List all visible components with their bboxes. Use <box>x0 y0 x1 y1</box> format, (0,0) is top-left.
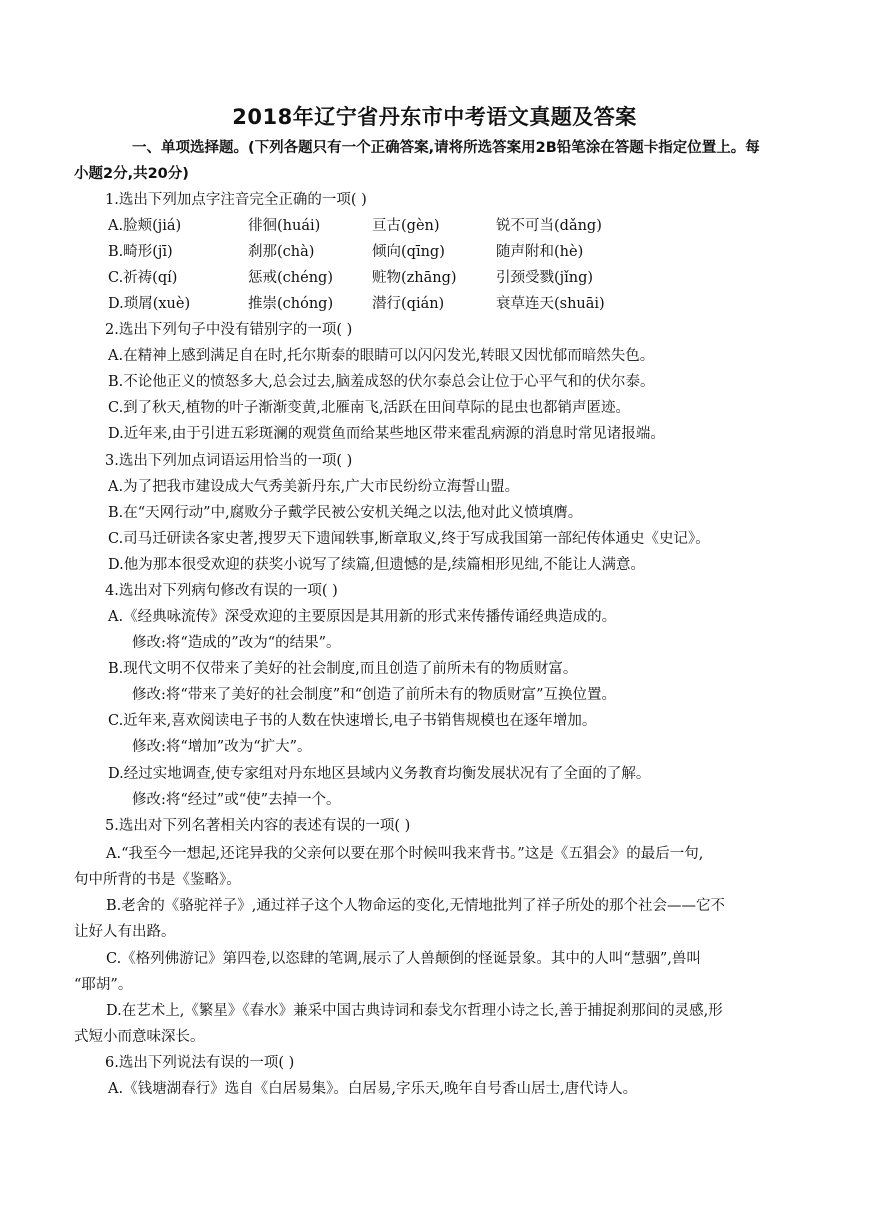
q1-b-3: 倾向(qīng) <box>372 244 445 260</box>
q2-stem: 2.选出下列句子中没有错别字的一项( ) <box>105 322 353 338</box>
q3-option-c: C.司马迁研读各家史著,搜罗天下遗闻轶事,断章取义,终于写成我国第一部纪传体通史《史记》。 <box>108 531 710 547</box>
q3-option-d: D.他为那本很受欢迎的获奖小说写了续篇,但遗憾的是,续篇相形见绌,不能让人满意。 <box>108 557 646 573</box>
q5-option-c-line2: “耶胡”。 <box>74 977 133 993</box>
q4-fix-a: 修改:将“造成的”改为“的结果”。 <box>132 635 341 651</box>
q1-stem: 1.选出下列加点字注音完全正确的一项( ) <box>105 192 367 208</box>
q1-b-1: B.畸形(jī) <box>108 244 173 260</box>
q1-c-1: C.祈祷(qí) <box>108 270 178 286</box>
q4-fix-b: 修改:将“带来了美好的社会制度”和“创造了前所未有的物质财富”互换位置。 <box>132 687 617 703</box>
page-title: 2018年辽宁省丹东市中考语文真题及答案 <box>232 105 637 129</box>
q1-c-3: 赃物(zhāng) <box>372 270 457 286</box>
q1-d-1: D.琐屑(xuè) <box>108 296 191 312</box>
q1-a-2: 徘徊(huái) <box>248 218 321 234</box>
section-heading-line1: 一、单项选择题。(下列各题只有一个正确答案,请将所选答案用2B铅笔涂在答题卡指定位置上。每 <box>132 140 760 156</box>
q3-option-a: A.为了把我市建设成大气秀美新丹东,广大市民纷纷立海誓山盟。 <box>108 479 520 495</box>
q2-option-c: C.到了秋天,植物的叶子渐渐变黄,北雁南飞,活跃在田间草际的昆虫也都销声匿迹。 <box>108 400 631 416</box>
section-heading-line2: 小题2分,共20分) <box>74 166 189 182</box>
q2-option-d: D.近年来,由于引进五彩斑澜的观赏鱼而给某些地区带来霍乱病源的消息时常见诸报端。 <box>108 426 665 442</box>
q3-stem: 3.选出下列加点词语运用恰当的一项( ) <box>105 453 353 469</box>
q1-a-3: 亘古(gèn) <box>372 218 440 234</box>
q5-option-b-line1: B.老舍的《骆驼祥子》,通过祥子这个人物命运的变化,无情地批判了祥子所处的那个社会——它不 <box>106 898 725 914</box>
q1-c-4: 引颈受戮(jǐng) <box>496 270 594 286</box>
q4-fix-d: 修改:将“经过”或“使”去掉一个。 <box>132 792 341 808</box>
q4-option-a: A.《经典咏流传》深受欢迎的主要原因是其用新的形式来传播传诵经典造成的。 <box>108 609 617 625</box>
q4-option-d: D.经过实地调查,使专家组对丹东地区县域内义务教育均衡发展状况有了全面的了解。 <box>108 766 651 782</box>
q5-option-a-line1: A.“我至今一想起,还诧异我的父亲何以要在那个时候叫我来背书。”这是《五猖会》的最后一句, <box>106 846 704 862</box>
q4-option-c: C.近年来,喜欢阅读电子书的人数在快速增长,电子书销售规模也在逐年增加。 <box>108 713 597 729</box>
q5-stem: 5.选出对下列名著相关内容的表述有误的一项( ) <box>105 818 411 834</box>
q5-option-a-line2: 句中所背的书是《鉴略》。 <box>74 872 241 888</box>
q2-option-b: B.不论他正义的愤怒多大,总会过去,脑羞成怒的伏尔泰总会让位于心平气和的伏尔泰。 <box>108 374 655 390</box>
q1-a-4: 锐不可当(dǎng) <box>496 218 602 234</box>
q5-option-c-line1: C.《格列佛游记》第四卷,以恣肆的笔调,展示了人兽颠倒的怪诞景象。其中的人叫“慧骃”,兽叫 <box>106 951 701 967</box>
q4-fix-c: 修改:将“增加”改为“扩大”。 <box>132 739 312 755</box>
q1-option-c <box>108 268 593 288</box>
q1-option-a <box>108 216 602 236</box>
q4-stem: 4.选出对下列病句修改有误的一项( ) <box>105 583 338 599</box>
q6-option-a: A.《钱塘湖春行》选自《白居易集》。白居易,字乐天,晚年自号香山居士,唐代诗人。 <box>108 1081 638 1097</box>
q1-b-4: 随声附和(hè) <box>496 244 584 260</box>
q1-d-2: 推崇(chóng) <box>248 296 334 312</box>
q2-option-a: A.在精神上感到满足自在时,托尔斯泰的眼睛可以闪闪发光,转眼又因忧郁而暗然失色。 <box>108 348 655 364</box>
q5-option-d-line2: 式短小而意味深长。 <box>74 1029 205 1045</box>
q5-option-b-line2: 让好人有出路。 <box>74 924 176 940</box>
q3-option-b: B.在“天网行动”中,腐败分子戴学民被公安机关绳之以法,他对此义愤填膺。 <box>108 505 583 521</box>
q1-option-b <box>108 242 583 262</box>
q1-a-1: A.脸颊(jiá) <box>108 218 182 234</box>
q1-option-d <box>108 294 605 314</box>
q1-c-2: 惩戒(chéng) <box>248 270 333 286</box>
q1-d-4: 衰草连天(shuāi) <box>496 296 605 312</box>
q6-stem: 6.选出下列说法有误的一项( ) <box>105 1055 295 1071</box>
q1-d-3: 潜行(qián) <box>372 296 445 312</box>
q4-option-b: B.现代文明不仅带来了美好的社会制度,而且创造了前所未有的物质财富。 <box>108 661 578 677</box>
q5-option-d-line1: D.在艺术上,《繁星》《春水》兼采中国古典诗词和泰戈尔哲理小诗之长,善于捕捉刹那间的灵感,形 <box>106 1003 723 1019</box>
q1-b-2: 刹那(chà) <box>248 244 315 260</box>
